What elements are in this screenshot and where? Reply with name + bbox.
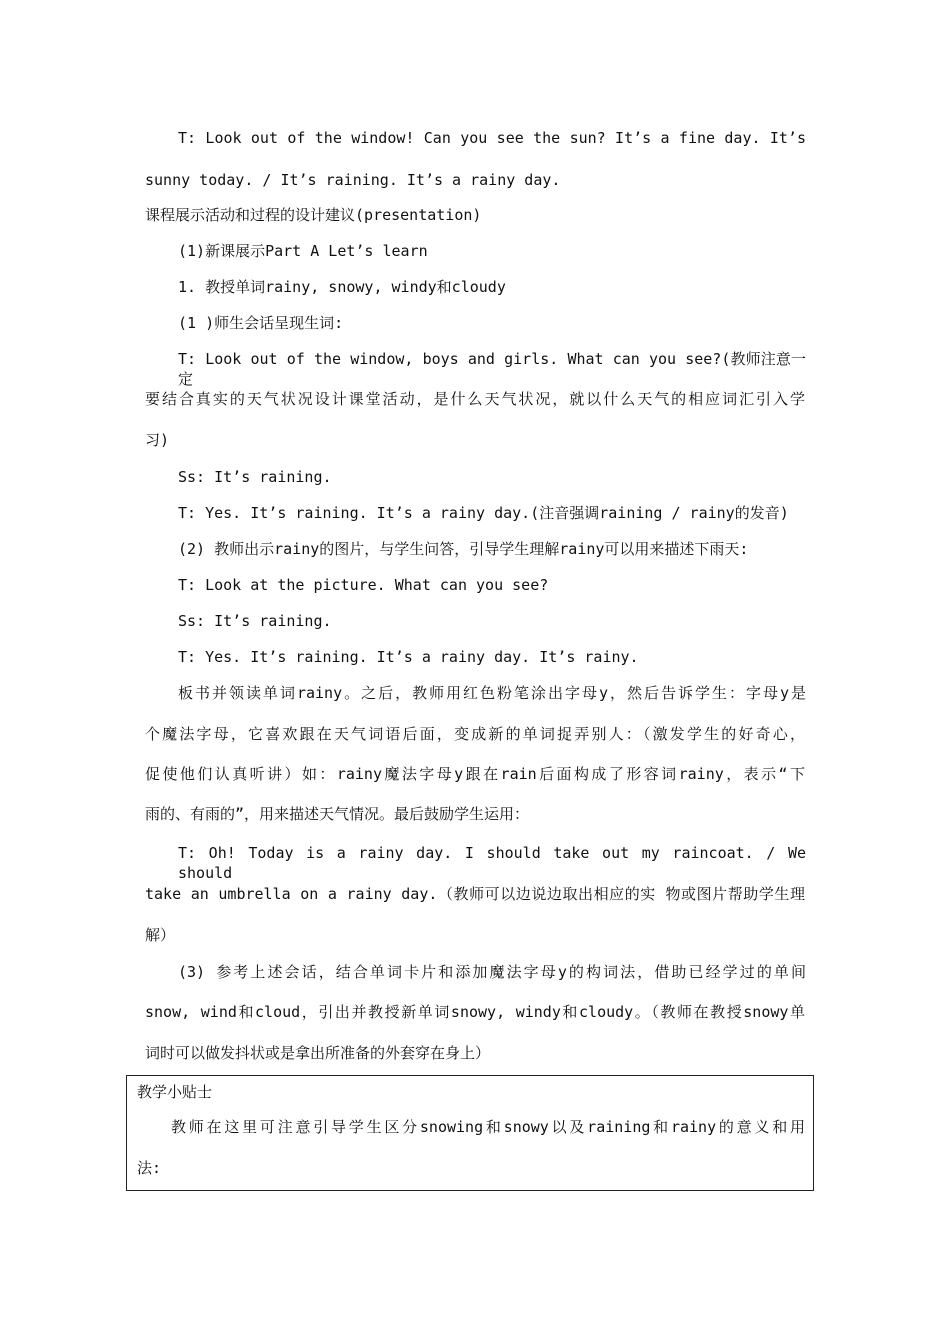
dialogue-line: Ss: It’s raining. [178,468,332,486]
tip-box [126,1075,814,1191]
paragraph-line: 词时可以做发抖状或是拿出所准备的外套穿在身上） [145,1044,491,1062]
dialogue-line: T: Look out of the window! Can you see the sun? It’s a fine day. It’s [178,129,806,147]
paragraph-line: 促使他们认真听讲）如：rainy魔法字母y跟在rain后面构成了形容词rainy，表示“下 [145,765,805,783]
dialogue-line: T: Look out of the window, boys and girls. What can you see?(教师注意一定 [178,350,806,388]
dialogue-line: T: Yes. It’s raining. It’s a rainy day. It’s rainy. [178,648,639,666]
tip-box-title: 教学小贴士 [137,1083,213,1101]
paragraph-line: 习) [145,431,170,449]
paragraph-line: 板书并领读单词rainy。之后，教师用红色粉笔涂出字母y，然后告诉学生：字母y是 [178,684,806,702]
dialogue-line: T: Yes. It’s raining. It’s a rainy day.(注音强调raining / rainy的发音) [178,504,789,522]
subsection-heading: (1)新课展示Part A Let’s learn [178,242,428,260]
paragraph-line: 个魔法字母，它喜欢跟在天气词语后面，变成新的单词捉弄别人：（激发学生的好奇心， [145,725,805,743]
list-item: (3) 参考上述会话，结合单词卡片和添加魔法字母y的构词法，借助已经学过的单间 [178,963,806,981]
paragraph-line: snow, wind和cloud，引出并教授新单词snowy, windy和cloudy。（教师在教授snowy单 [145,1003,805,1021]
dialogue-line: Ss: It’s raining. [178,612,332,630]
list-item: (2) 教师出示rainy的图片，与学生问答，引导学生理解rainy可以用来描述下雨天: [178,540,749,558]
dialogue-line: T: Oh! Today is a rainy day. I should take out my raincoat. / We should [178,844,806,882]
paragraph-line: 雨的、有雨的”，用来描述天气情况。最后鼓励学生运用： [145,805,530,823]
tip-box-text: 教师在这里可注意引导学生区分snowing和snowy以及raining和rainy的意义和用 [171,1118,805,1136]
tip-box-text: 法: [137,1159,162,1177]
section-heading: 课程展示活动和过程的设计建议(presentation) [145,206,482,224]
paragraph-line: 要结合真实的天气状况设计课堂活动，是什么天气状况，就以什么天气的相应词汇引入学 [145,390,805,408]
list-item: (1 )师生会话呈现生词: [178,314,344,332]
paragraph-line: 解） [145,926,176,944]
list-item: 1. 教授单词rainy, snowy, windy和cloudy [178,278,506,296]
dialogue-line: take an umbrella on a rainy day.（教师可以边说边取出相应的实 物或图片帮助学生理 [145,885,805,903]
dialogue-line: sunny today. / It’s raining. It’s a rainy day. [145,171,561,189]
dialogue-line: T: Look at the picture. What can you see? [178,576,549,594]
